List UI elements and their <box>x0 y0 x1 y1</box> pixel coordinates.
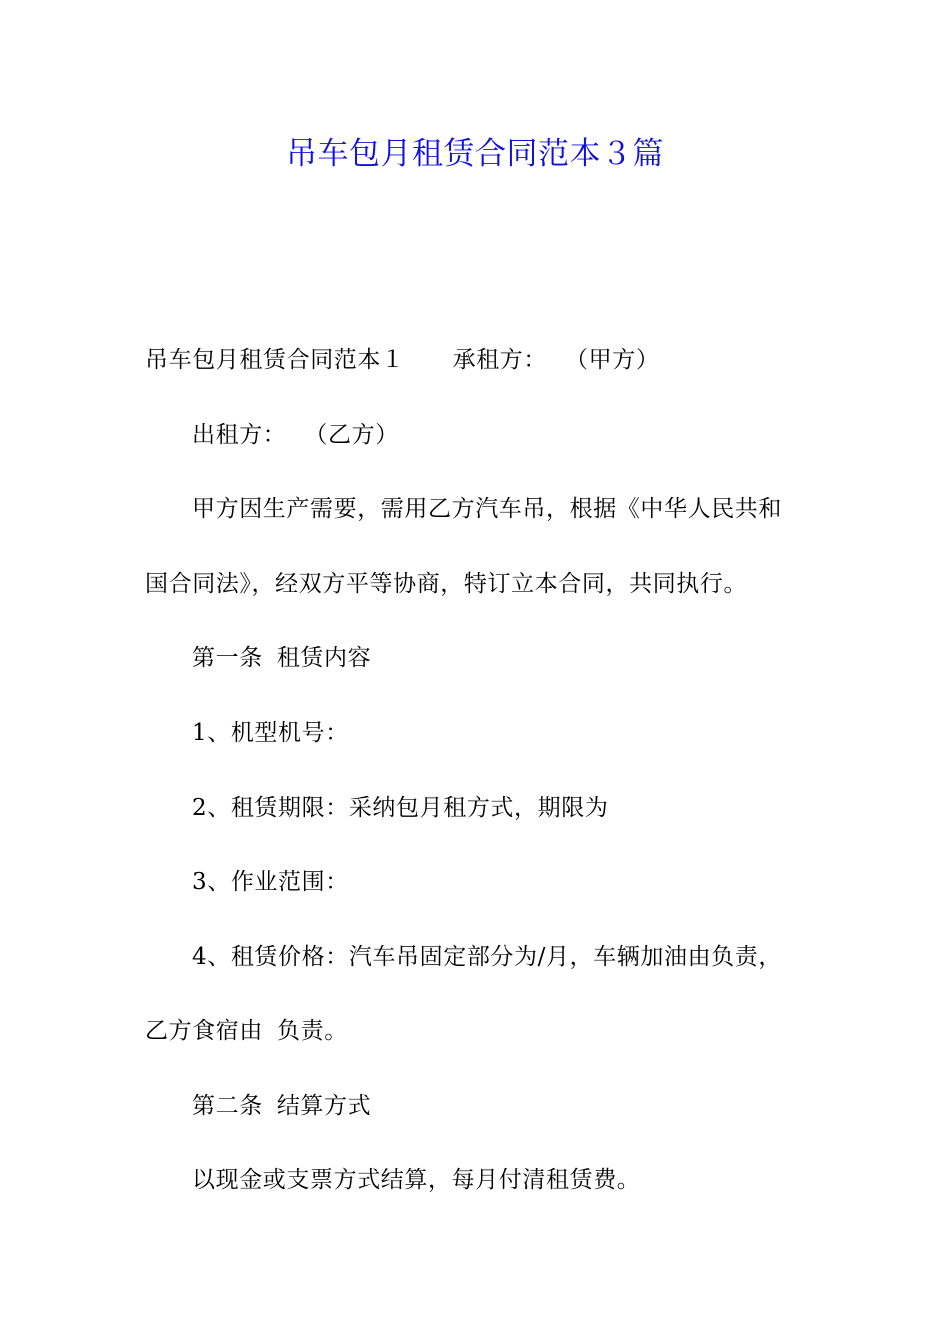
accommodation-text: 乙方食宿由 <box>145 1018 263 1044</box>
article-number: 第二条 <box>192 1093 263 1119</box>
article-title: 租赁内容 <box>276 645 372 671</box>
paragraph-lessor <box>192 415 399 455</box>
contract-subtitle: 吊车包月租赁合同范本１ <box>145 347 405 373</box>
article-two-heading <box>192 1086 371 1126</box>
article-title: 结算方式 <box>276 1093 372 1119</box>
article-one-heading <box>192 638 371 678</box>
item-model: 1、机型机号： <box>192 720 349 746</box>
item-price-line-2 <box>145 1011 348 1051</box>
responsibility-text: 负责。 <box>277 1018 348 1044</box>
paragraph-contract-header <box>145 340 659 380</box>
item-lease-term: 2、租赁期限：采纳包月租方式，期限为 <box>192 795 609 821</box>
document-title: 吊车包月租赁合同范本３篇 <box>286 136 664 172</box>
paragraph-settlement: 以现金或支票方式结算，每月付清租赁费。 <box>192 1167 641 1193</box>
item-price-line-1: 4、租赁价格：汽车吊固定部分为/月，车辆加油由负责， <box>192 944 782 970</box>
party-b-label: （乙方） <box>304 422 399 448</box>
lessor-label: 出租方： <box>192 422 287 448</box>
party-a-label: （甲方） <box>565 347 660 373</box>
article-number: 第一条 <box>192 645 263 671</box>
paragraph-intro-line-2: 国合同法》，经双方平等协商，特订立本合同，共同执行。 <box>145 571 748 597</box>
paragraph-intro-line-1: 甲方因生产需要，需用乙方汽车吊，根据《中华人民共和 <box>192 496 782 522</box>
item-work-scope: 3、作业范围： <box>192 869 349 895</box>
lessee-label: 承租方： <box>452 347 548 373</box>
